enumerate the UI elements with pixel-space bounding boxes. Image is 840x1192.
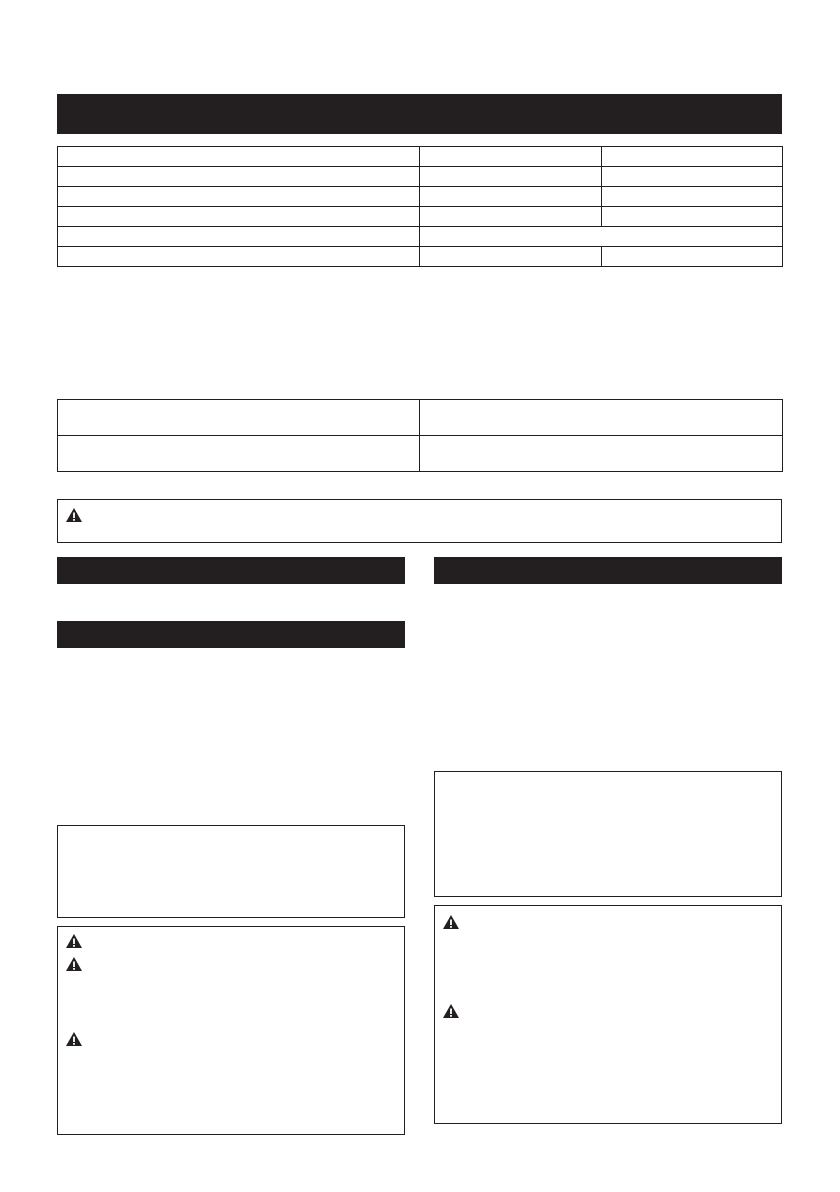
spec-cell [58,167,420,187]
table-row [58,227,783,247]
left-section-bar-2 [57,621,405,648]
warning-triangle-icon [65,933,83,949]
left-warning-box [57,926,405,1135]
spec-cell [58,207,420,227]
warning-triangle-icon [65,1031,83,1047]
table-row [58,400,783,436]
right-section-bar-1 [434,557,782,584]
spec-cell [58,247,420,267]
table-row [58,207,783,227]
spec-cell [420,147,602,167]
left-section-bar-1 [57,557,405,584]
spec-cell [420,247,602,267]
spec-cell [420,207,602,227]
spec-cell [602,187,783,207]
spec-cell [602,147,783,167]
spec-cell [602,247,783,267]
spec-cell [58,227,420,247]
pair-table [57,399,783,472]
table-row [58,436,783,472]
warning-triangle-icon [442,914,460,930]
warning-triangle-icon [65,507,83,523]
spec-cell [602,167,783,187]
warning-triangle-icon [65,956,83,972]
spec-cell [58,147,420,167]
table-row [58,187,783,207]
spec-cell-merged [420,227,783,247]
right-warning-box [434,905,782,1124]
warning-banner [57,499,782,543]
spec-cell [420,167,602,187]
table-row [58,147,783,167]
spec-table [57,146,783,267]
table-row [58,167,783,187]
pair-cell [58,400,420,436]
spec-cell [420,187,602,207]
right-note-box [434,771,782,897]
left-note-box [57,825,405,918]
pair-cell [420,400,783,436]
spec-cell [602,207,783,227]
table-row [58,247,783,267]
pair-cell [420,436,783,472]
header-bar [57,94,782,134]
pair-cell [58,436,420,472]
warning-triangle-icon [442,1003,460,1019]
spec-cell [58,187,420,207]
